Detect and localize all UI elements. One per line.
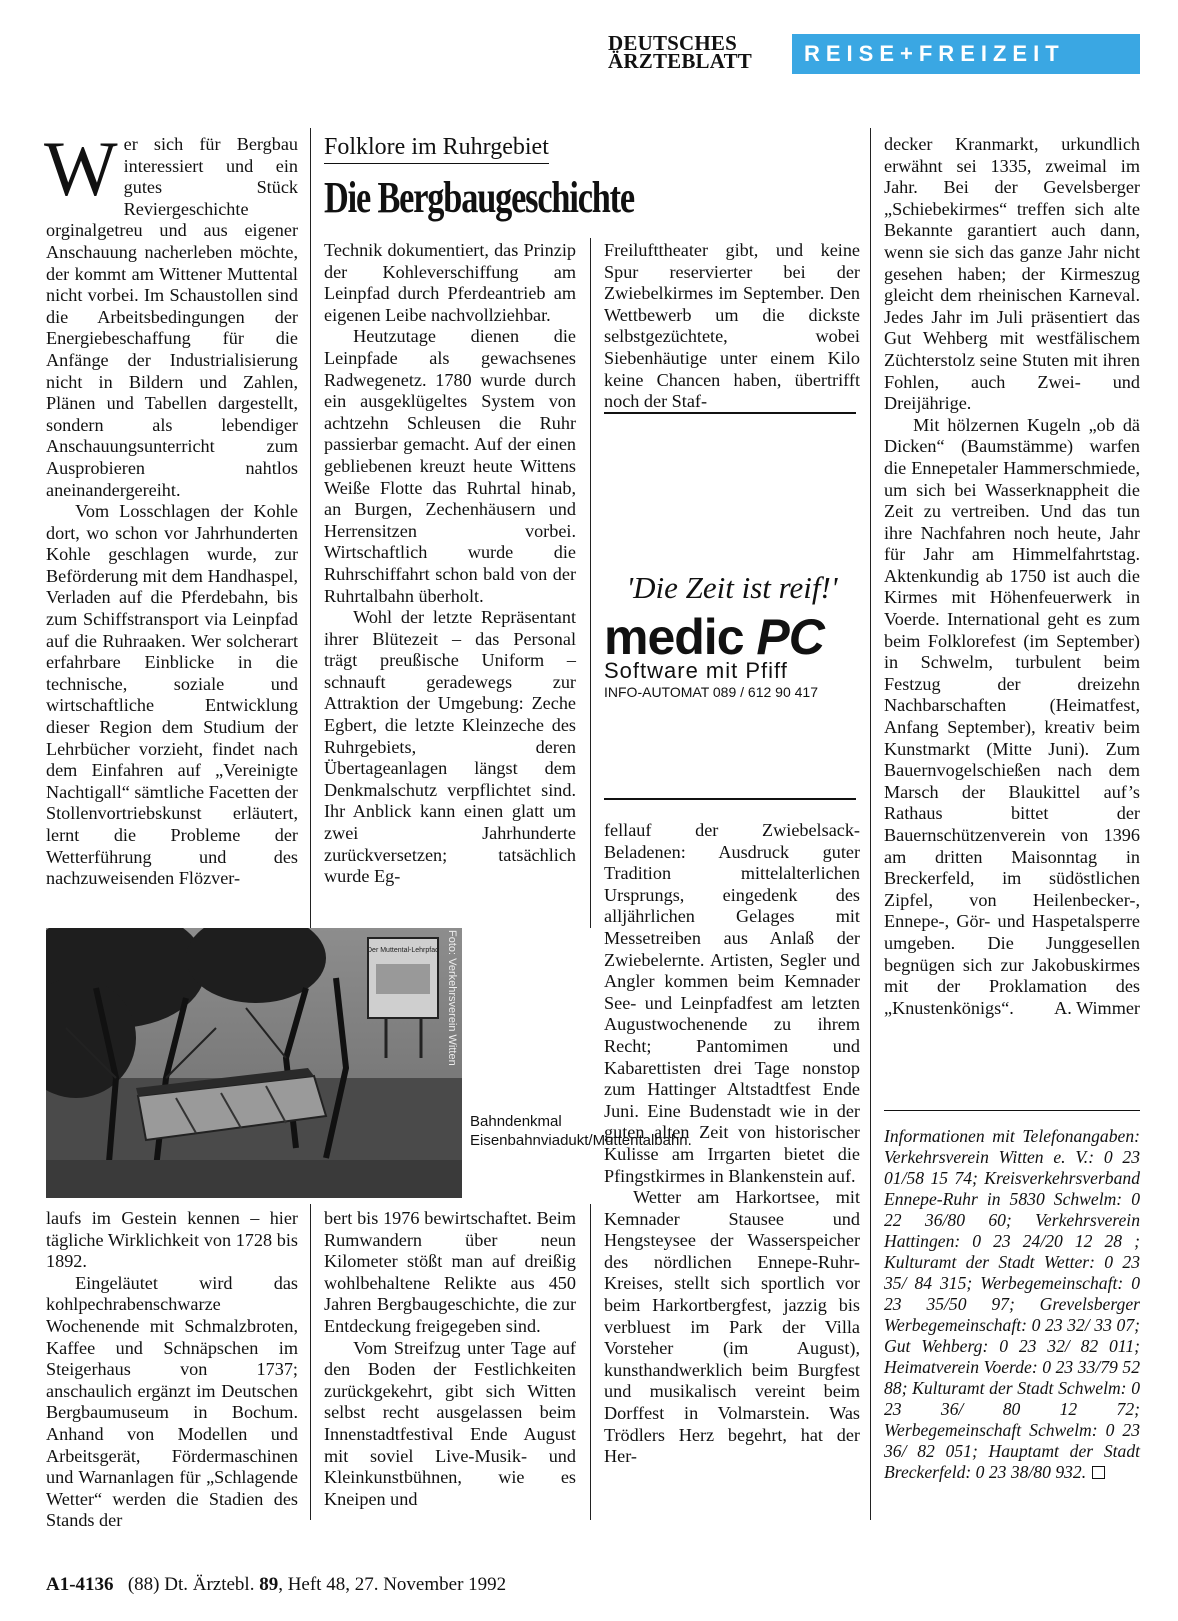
paragraph: decker Kranmarkt, urkundlich erwähnt sei 1335, zweimal im Jahr. Bei der Gevelsberger „Schiebekirmes“ treffen sich alte Bekannte garantiert auch dann, wenn sie sich das ganze Jahr nicht gesehen haben; der Kirmeszug gleicht dem rheinischen Karneval. Jedes Jahr im Juli präsentiert das Gut Wehberg mit westfälischem Züchterstolz seine Stuten mit ihren Fohlen, auch Zwei- und Dreijährige.	[884, 134, 1140, 414]
journal-name: Dt. Ärztebl.	[164, 1574, 255, 1595]
info-rule	[884, 1110, 1140, 1111]
paragraph: laufs im Gestein kennen – hier tägliche Wirklichkeit von 1728 bis 1892.	[46, 1208, 298, 1272]
masthead-line2: ÄRZTEBLATT	[608, 49, 752, 73]
paragraph	[884, 415, 1140, 1020]
column-4	[884, 134, 1140, 1019]
paragraph: Wetter am Harkortsee, mit Kemnader Stausee und Hengsteysee der Wasserspeicher des nördlichen Ennepe-Ruhr-Kreises, stellt sich sportlich vor beim Harkortbergfest, jazzig bis verbluest im Park der Villa Vorsteher (im August), kunsthandwerklich beim Burgfest und musikalisch vereint beim Dorffest in Volmarstein. Was Trödlers Herz begehrt, hat der Her-	[604, 1187, 860, 1467]
ad-rule-bottom	[604, 798, 856, 800]
info-text: Informationen mit Telefonangaben: Verkehrsverein Witten e. V.: 0 23 01/58 15 74; Kreisverkehrsverband Ennepe-Ruhr in 5830 Schwelm: 0 22 36/80 60; Verkehrsverein Hattingen: 0 23 24/20 12 28 ; Kulturamt der Stadt Wetter: 0 23 35/ 84 315; Werbegemeinschaft: 0 23 35/50 97; Grevelsberger Werbegemeinschaft: 0 23 32/ 33 07; Gut Wehberg: 0 23 32/ 82 011; Heimatverein Voerde: 0 23 33/79 52 88; Kulturamt der Stadt Schwelm: 0 23 36/ 80 12 72; Werbegemeinschaft Schwelm: 0 23 36/ 82 051; Hauptamt der Stadt Breckerfeld: 0 23 38/80 932.	[884, 1126, 1140, 1482]
page-code: A1-4136	[46, 1574, 114, 1595]
column-rule	[590, 1204, 591, 1520]
paragraph: Technik dokumentiert, das Prinzip der Kohleverschiffung am Leinpfad durch Pferdeantrieb am eigenen Leibe nachvollziehbar.	[324, 240, 576, 325]
info-box	[884, 1126, 1140, 1483]
kicker: Folklore im Ruhrgebiet	[324, 134, 549, 164]
photo-caption: Bahndenkmal Eisenbahnviadukt/Muttentalbahn.	[470, 1113, 692, 1149]
lead-paragraph	[44, 125, 298, 501]
paragraph: Freilufttheater gibt, und keine Spur reservierter bei der Zwiebelkirmes im September. Den Wettbewerb um die dickste selbstgezüchtete, wobei Siebenhäutige unter einem Kilo keine Chancen haben, übertrifft noch der Staf-	[604, 240, 860, 412]
ad-slogan: 'Die Zeit ist reif!'	[626, 570, 838, 605]
column-3-top	[604, 240, 860, 413]
column-1-bottom	[46, 1208, 298, 1532]
author-byline: A. Wimmer	[1054, 997, 1140, 1018]
sign-text: Der Muttental-Lehrpfad	[367, 947, 439, 954]
photo-image	[46, 928, 462, 1198]
column-rule	[590, 238, 591, 928]
rubric-banner: REISE+FREIZEIT	[792, 34, 1140, 74]
issue-date: , Heft 48, 27. November 1992	[278, 1574, 507, 1595]
photo-credit	[440, 930, 462, 1090]
drop-cap: W	[44, 125, 118, 212]
column-rule	[310, 1204, 311, 1520]
ad-subline: Software mit Pfiff	[604, 658, 788, 683]
column-rule	[870, 128, 871, 1520]
masthead	[608, 31, 776, 73]
column-2-bottom	[324, 1208, 576, 1510]
paragraph: bert bis 1976 bewirtschaftet. Beim Rumwandern über neun Kilometer stößt man auf dreißig wohlbehaltene Relikte aus 450 Jahren Bergbaugeschichte, die zur Entdeckung freigegeben sind.	[324, 1208, 576, 1336]
ad-brand-pc: PC	[756, 609, 824, 665]
ad-brand-word: medic	[604, 609, 744, 665]
end-mark-icon	[1092, 1466, 1105, 1479]
paragraph-text: Mit hölzernen Kugeln „ob dä Dicken“ (Baumstämme) warfen die Ennepetaler Hammerschmiede, um sich bei Wasserknappheit die Zeit zu vertreiben. Und das tun ihre Nachfahren noch heute, Jahr für Jahr am Himmelfahrtstag. Aktenkundig ab 1750 ist auch die Kirmes mit Höhenfeuerwerk in Voerde. International geht es zum beim Folklorefest (im September) in Schwelm, turbulent beim Festzug der dreizehn Nachbarschaften (Heimatfest, Anfang September), kreativ beim Kunstmarkt (Mitte Juni). Zum Bauernvogelschießen nach dem Marsch der Blaukittel auf’s Rathaus bittet der Bauernschützenverein von 1396 am dritten Maisonntag in Breckerfeld, im südöstlichen Zipfel, von Heilenbecker-, Ennepe-, Gör- und Haspetalsperre umgeben. Die Junggesellen begnügen sich zur Jakobuskirmes mit der Proklamation des „Knustenkönigs“.	[884, 414, 1140, 1018]
paragraph: Vom Streifzug unter Tage auf den Boden der Festlichkeiten zurückgekehrt, gibt sich Witten selbst recht ausgelassen beim Innenstadtfestival Ende August mit soviel Live-Musik- und Kleinkunstbühnen, wie es Kneipen und	[324, 1337, 576, 1509]
photo	[46, 928, 462, 1198]
masthead-line1: DEUTSCHES	[608, 31, 738, 55]
page-number: (88)	[127, 1574, 160, 1595]
photo-credit-text: Foto: Verkehrsverein Witten	[446, 930, 458, 1066]
headline: Die Bergbaugeschichte	[324, 173, 635, 222]
ad-rule-top	[604, 412, 856, 414]
column-rule	[310, 128, 311, 928]
column-1-top	[44, 125, 298, 890]
paragraph: Vom Losschlagen der Kohle dort, wo schon vor Jahrhunderten Kohle geschlagen wurde, zur Beförderung mit dem Handhaspel, Verladen auf die Pferdebahn, bis zum Schiffstransport via Leinpfad auf die Ruhraaken. Wer solcherart erfahrbare Einblicke in die technische, soziale und wirtschaftliche Entwicklung dieser Region dem Studium der Lehrbücher vorzieht, findet nach dem Einfahren auf „Vereinigte Nachtigall“ sämtliche Facetten der Stollenvortriebskunst erläutert, lernt die Probleme der Wetterführung und des nachzuweisenden Flözver-	[46, 501, 298, 889]
volume: 89	[259, 1574, 279, 1595]
ad-brand-logo	[604, 609, 860, 665]
column-2-top	[324, 240, 576, 888]
paragraph: Heutzutage dienen die Leinpfade als gewachsenes Radwegenetz. 1780 wurde durch ein ausgeklügeltes System von achtzehn Schleusen die Ruhr passierbar gemacht. Auf der einen gebliebenen kreuzt heute Wittens Weiße Flotte das Ruhrtal hinab, an Burgen, Zechenhäusern und Herrensitzen vorbei. Wirtschaftlich wurde die Ruhrschiffahrt schon bald von der Ruhrtalbahn überholt.	[324, 326, 576, 606]
paragraph: fellauf der Zwiebelsack-Beladenen: Ausdruck guter Tradition mittelalterlichen Ursprungs, eingedenk des alljährlichen Gelages mit Messetreiben aus Anlaß der Zwiebelernte. Artisten, Segler und Angler kommen beim Kemnader See- und Leinpfadfest am letzten Augustwochenende zu ihrem Recht; Pantomimen und Kabarettisten drei Tage nonstop zum Hattinger Altstadtfest Ende Juni. Eine Budenstadt wie in der guten alten Zeit von historischer Kulisse am Irrgarten bietet die Pfingstkirmes in Blankenstein auf.	[604, 820, 860, 1186]
lead-text: er sich für Bergbau interessiert und ein gutes Stück Reviergeschichte orginalgetreu und aus eigener Anschauung nacherleben möchte, der kommt am Wittener Muttental nicht vorbei. Im Schaustollen sind die Arbeitsbedingungen der Energiebeschaffung für die Anfänge der Industrialisierung nicht in Bildern und Zahlen, Plänen und Tabellen dargestellt, sondern als lebendiger Anschauungsunterricht zum Ausprobieren nahtlos aneinandergereiht.	[46, 134, 298, 500]
paragraph: Eingeläutet wird das kohlpechrabenschwarze Wochenende mit Schmalzbroten, Kaffee und Schnäpschen im Steigerhaus von 1737; anschaulich ergänzt im Deutschen Bergbaumuseum in Bochum. Anhand von Modellen und Arbeitsgerät, Fördermaschinen und Warnanlagen für „Schlagende Wetter“ werden die Stadien des Stands der	[46, 1272, 298, 1531]
ad-info-line: INFO-AUTOMAT 089 / 612 90 417	[604, 684, 818, 700]
paragraph: Wohl der letzte Repräsentant ihrer Blütezeit – das Personal trägt preußische Uniform – schnauft geradewegs zur Attraktion der Umgebung: Zeche Egbert, die letzte Kleinzeche des Ruhrgebiets, deren Übertageanlagen längst dem Denkmalschutz verpflichtet sind. Ihr Anblick kann einen glatt um zwei Jahrhunderte zurückversetzen; tatsächlich wurde Eg-	[324, 607, 576, 887]
page-footer	[46, 1574, 506, 1596]
